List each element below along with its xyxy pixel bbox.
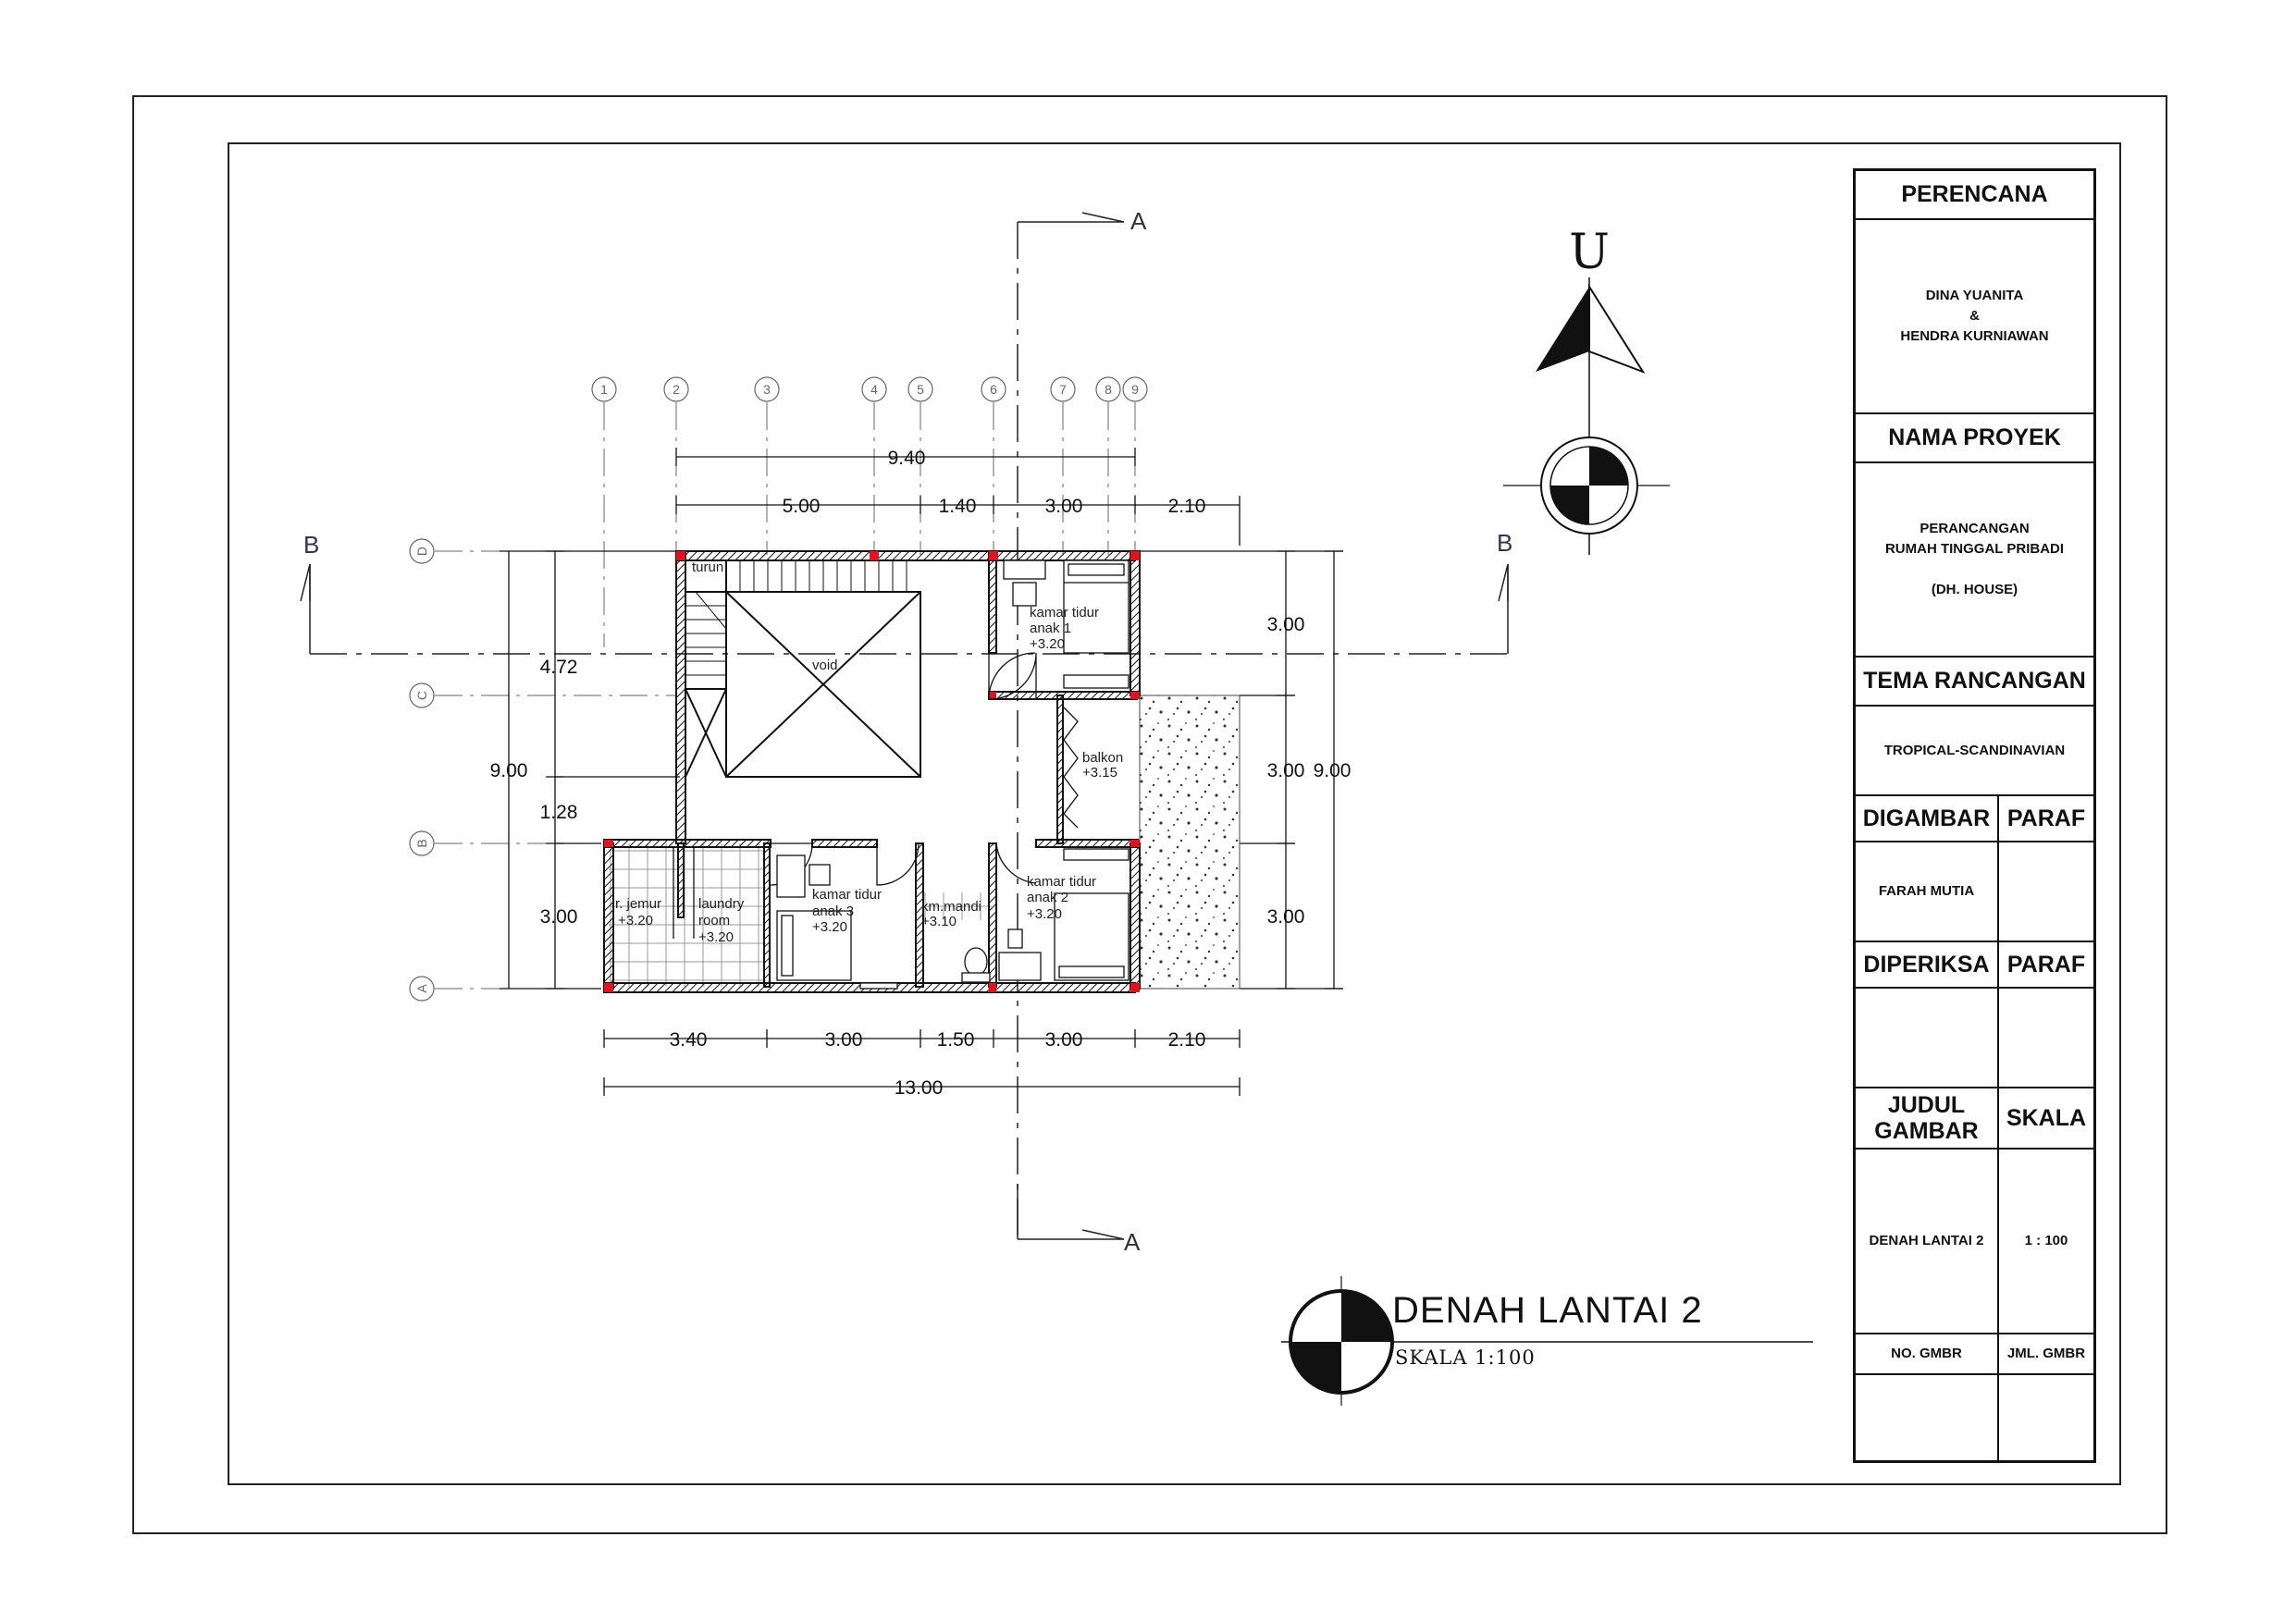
grid-number-6: 6 xyxy=(990,382,997,397)
label-void: void xyxy=(812,658,838,673)
no-gmbr-label: NO. GMBR xyxy=(1856,1334,1999,1373)
tema-value: TROPICAL-SCANDINAVIAN xyxy=(1856,707,2093,796)
digambar-row xyxy=(1856,796,2093,842)
paraf-header-1: PARAF xyxy=(2006,805,2086,831)
section-a-bottom-label: A xyxy=(1124,1228,1141,1256)
section-a-top-label: A xyxy=(1130,207,1147,235)
grid-letter-b: B xyxy=(414,839,429,848)
label-km-a: km.mandi xyxy=(921,899,982,915)
jml-gmbr-value xyxy=(1999,1375,2093,1463)
grid-letter-c: C xyxy=(414,690,429,701)
label-kt1-a: kamar tidur xyxy=(1030,605,1100,621)
label-laundry-a: laundry xyxy=(698,896,745,912)
label-turun: turun xyxy=(692,559,724,575)
label-km-b: +3.10 xyxy=(921,914,957,929)
garden-area xyxy=(1140,695,1240,989)
dim-right-3: 3.00 xyxy=(1266,906,1305,928)
dim-left-2: 1.28 xyxy=(539,802,578,823)
label-laundry-b: room xyxy=(698,913,731,928)
dim-left-1: 4.72 xyxy=(539,657,578,678)
section-line-a xyxy=(1018,213,1124,1239)
judul-header: JUDUL GAMBAR xyxy=(1856,1088,1999,1148)
dim-bottom-4: 3.00 xyxy=(1044,1029,1083,1051)
grid-number-2: 2 xyxy=(673,382,680,397)
grid-number-7: 7 xyxy=(1059,382,1067,397)
dim-bottom-1: 3.40 xyxy=(669,1029,708,1051)
dim-top-2: 1.40 xyxy=(938,496,977,517)
dim-bottom-5: 2.10 xyxy=(1167,1029,1206,1051)
dim-right-total: 9.00 xyxy=(1313,760,1352,781)
judul-value: DENAH LANTAI 2 xyxy=(1856,1150,1999,1333)
label-jemur-b: +3.20 xyxy=(618,913,653,928)
dim-right-1: 3.00 xyxy=(1266,614,1305,635)
label-kt3-a: kamar tidur xyxy=(812,887,883,903)
perencana-value: DINA YUANITA & HENDRA KURNIAWAN xyxy=(1856,220,2093,414)
digambar-value-row xyxy=(1856,842,2093,942)
nama-proyek-value: PERANCANGAN RUMAH TINGGAL PRIBADI (DH. HOUSE) xyxy=(1856,463,2093,658)
digambar-header: DIGAMBAR xyxy=(1856,796,1999,841)
label-jemur-a: r. jemur xyxy=(615,896,662,912)
label-balkon-a: balkon xyxy=(1082,750,1124,766)
label-balkon-b: +3.15 xyxy=(1082,765,1117,781)
grid-number-3: 3 xyxy=(763,382,771,397)
judul-value-row xyxy=(1856,1150,2093,1334)
no-gmbr-value-row xyxy=(1856,1375,2093,1463)
dim-right-2: 3.00 xyxy=(1266,760,1305,781)
no-gmbr-value xyxy=(1856,1375,1999,1463)
label-kt3-b: anak 3 xyxy=(812,904,855,919)
title-block xyxy=(1853,168,2096,1463)
skala-value: 1 : 100 xyxy=(2024,1233,2068,1248)
dim-bottom-2: 3.00 xyxy=(824,1029,863,1051)
perencana-header: PERENCANA xyxy=(1856,171,2093,220)
section-b-left-label: B xyxy=(303,531,320,559)
label-laundry-c: +3.20 xyxy=(698,929,734,945)
north-arrow-icon xyxy=(1503,277,1670,555)
diperiksa-row xyxy=(1856,942,2093,989)
judul-row xyxy=(1856,1088,2093,1150)
drawing-scale: SKALA 1:100 xyxy=(1395,1346,1536,1369)
grid-letter-d: D xyxy=(414,546,429,557)
grid-number-1: 1 xyxy=(600,382,608,397)
paraf-value-2 xyxy=(1999,989,2093,1087)
paraf-value-1 xyxy=(1999,842,2093,941)
nama-proyek-header: NAMA PROYEK xyxy=(1856,414,2093,463)
grid-letter-a: A xyxy=(414,984,429,993)
dim-top-total: 9.40 xyxy=(887,448,926,469)
dim-top-4: 2.10 xyxy=(1167,496,1206,517)
paraf-header-2: PARAF xyxy=(2006,951,2086,977)
dim-left-3: 3.00 xyxy=(539,906,578,928)
diperiksa-header: DIPERIKSA xyxy=(1856,942,1999,987)
dim-left-total: 9.00 xyxy=(489,760,528,781)
skala-header: SKALA xyxy=(2006,1105,2087,1131)
no-gmbr-row xyxy=(1856,1334,2093,1375)
jml-gmbr-label: JML. GMBR xyxy=(2006,1346,2086,1361)
label-kt2-b: anak 2 xyxy=(1027,890,1069,905)
tema-header: TEMA RANCANGAN xyxy=(1856,658,2093,707)
dim-bottom-3: 1.50 xyxy=(936,1029,975,1051)
digambar-value: FARAH MUTIA xyxy=(1856,842,1999,941)
label-kt3-c: +3.20 xyxy=(812,919,847,935)
label-kt1-c: +3.20 xyxy=(1030,636,1065,652)
label-kt2-c: +3.20 xyxy=(1027,906,1062,922)
grid-number-4: 4 xyxy=(870,382,878,397)
grid-number-5: 5 xyxy=(917,382,924,397)
drawing-title: DENAH LANTAI 2 xyxy=(1392,1290,1703,1331)
grid-number-9: 9 xyxy=(1131,382,1139,397)
label-kt2-a: kamar tidur xyxy=(1027,874,1097,890)
grid-number-8: 8 xyxy=(1105,382,1112,397)
dim-top-3: 3.00 xyxy=(1044,496,1083,517)
dim-bottom-total: 13.00 xyxy=(894,1077,944,1099)
diperiksa-value-row xyxy=(1856,989,2093,1088)
diperiksa-value xyxy=(1856,989,1999,1087)
north-label: U xyxy=(1569,225,1610,280)
section-b-right-label: B xyxy=(1497,529,1513,557)
label-kt1-b: anak 1 xyxy=(1030,621,1072,636)
dim-top-1: 5.00 xyxy=(782,496,821,517)
